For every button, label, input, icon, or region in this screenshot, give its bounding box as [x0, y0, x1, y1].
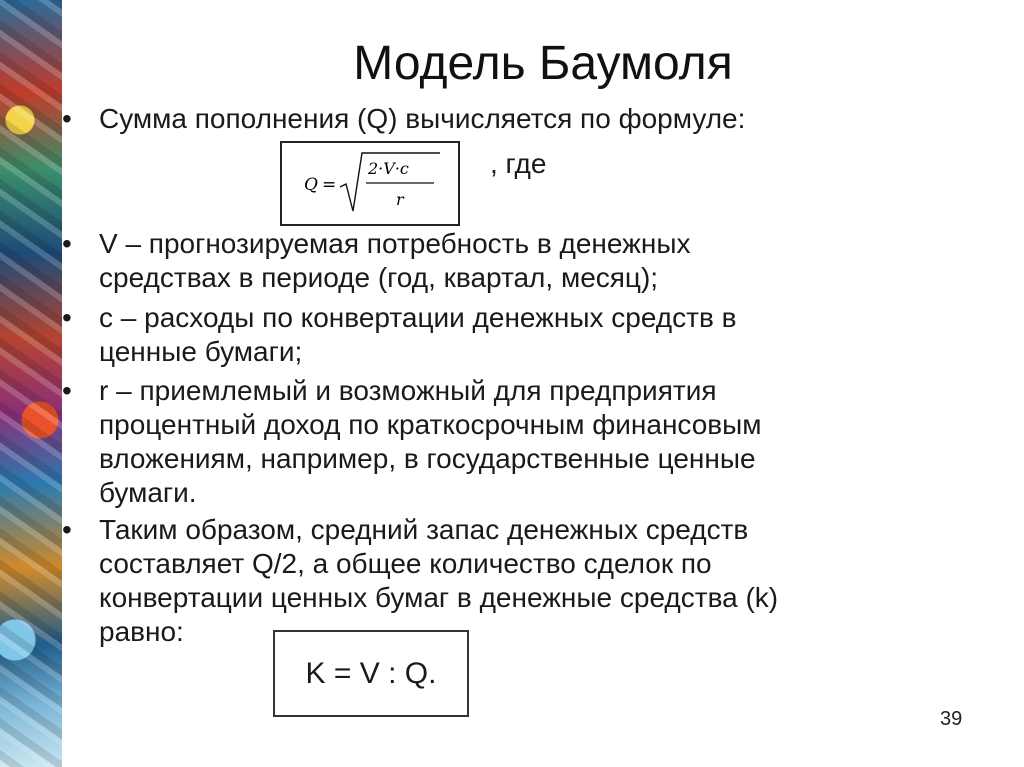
- bullet-text-line: вложениям, например, в государственные ценные: [99, 443, 756, 474]
- slide-title: Модель Баумоля: [353, 37, 733, 90]
- bullet-marker: •: [62, 375, 72, 406]
- bullet-text-line: Сумма пополнения (Q) вычисляется по формуле:: [99, 103, 746, 134]
- page-number: 39: [940, 708, 963, 730]
- bullet-marker: •: [62, 103, 72, 134]
- bullet-text-line: средствах в периоде (год, квартал, месяц);: [99, 262, 659, 293]
- decorative-side-strip: [0, 0, 62, 767]
- k-formula-box: [273, 630, 469, 717]
- bullet-text-line: равно:: [99, 616, 184, 647]
- bullet-text-line: Таким образом, средний запас денежных средств: [99, 514, 749, 545]
- bullet-marker: •: [62, 302, 72, 333]
- bullet-text-line: V – прогнозируемая потребность в денежных: [99, 228, 691, 259]
- bullet-text-line: бумаги.: [99, 477, 197, 508]
- bullet-text-line: составляет Q/2, а общее количество сделок по: [99, 548, 712, 579]
- bullet-marker: •: [62, 514, 72, 545]
- bullet-text-line: процентный доход по краткосрочным финансовым: [99, 409, 762, 440]
- formula-image: [280, 141, 460, 226]
- bullet-text-line: r – приемлемый и возможный для предприятия: [99, 375, 717, 406]
- bullet-text-line: конвертации ценных бумаг в денежные средства (k): [99, 582, 779, 613]
- bullet-text-line: с – расходы по конвертации денежных средств в: [99, 302, 737, 333]
- formula-equals: =: [322, 175, 337, 195]
- bullet-marker: •: [62, 228, 72, 259]
- formula-denominator: r: [396, 190, 404, 209]
- formula-numerator: 2·V·c: [368, 159, 409, 178]
- sqrt-formula-graphic: [282, 143, 458, 224]
- formula-lhs: Q: [304, 175, 318, 195]
- formula-suffix: , где: [490, 148, 547, 179]
- bullet-text-line: ценные бумаги;: [99, 336, 303, 367]
- k-formula-text: K = V : Q.: [305, 656, 437, 690]
